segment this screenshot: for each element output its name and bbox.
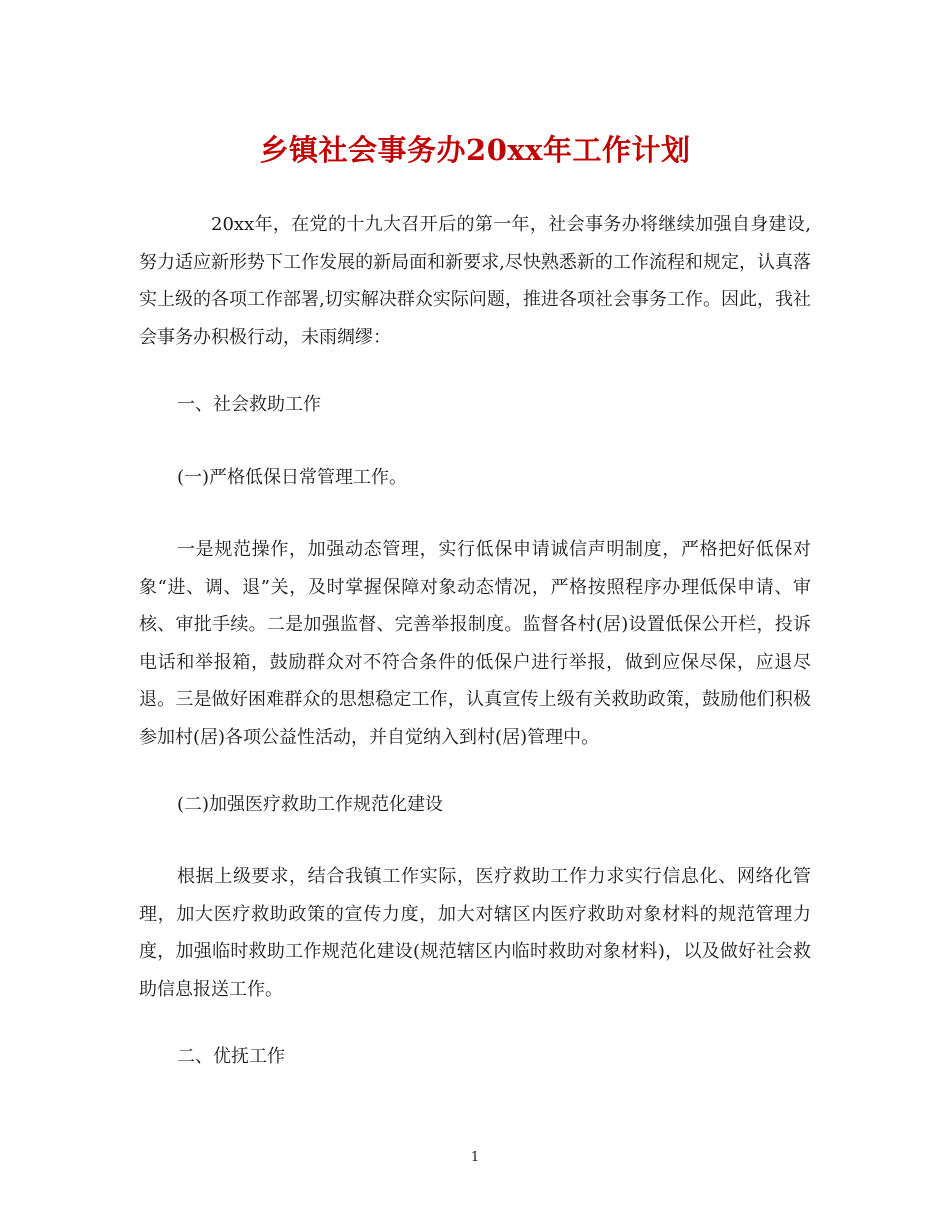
- subsection-heading-medical: (二)加强医疗救助工作规范化建设: [177, 794, 444, 815]
- document-title: 乡镇社会事务办20xx年工作计划: [259, 133, 691, 167]
- medical-paragraph: 根据上级要求，结合我镇工作实际，医疗救助工作力求实行信息化、网络化管理，加大医疗救助政策的宣传力度，加大对辖区内医疗救助对象材料的规范管理力度，加强临时救助工作规范化建设(规范辖区内临时救助对象材料)，以及做好社会救助信息报送工作。: [139, 866, 811, 1000]
- page-number: 1: [470, 1150, 480, 1165]
- section-heading-social-assistance: 一、社会救助工作: [177, 394, 321, 415]
- section-heading-special-care: 二、优抚工作: [177, 1046, 285, 1067]
- subsection-heading-subsistence: (一)严格低保日常管理工作。: [177, 467, 408, 488]
- subsistence-paragraph: 一是规范操作，加强动态管理，实行低保申请诚信声明制度，严格把好低保对象“进、调、退”关，及时掌握保障对象动态情况，严格按照程序办理低保申请、审核、审批手续。二是加强监督、完善举报制度。监督各村(居)设置低保公开栏，投诉电话和举报箱，鼓励群众对不符合条件的低保户进行举报，做到应保尽保，应退尽退。三是做好困难群众的思想稳定工作，认真宣传上级有关救助政策，鼓励他们积极参加村(居)各项公益性活动，并自觉纳入到村(居)管理中。: [139, 539, 811, 748]
- intro-paragraph: 20xx年，在党的十九大召开后的第一年，社会事务办将继续加强自身建设,努力适应新形势下工作发展的新局面和新要求,尽快熟悉新的工作流程和规定，认真落实上级的各项工作部署,切实解决群众实际问题，推进各项社会事务工作。因此，我社会事务办积极行动，未雨绸缪：: [139, 214, 811, 348]
